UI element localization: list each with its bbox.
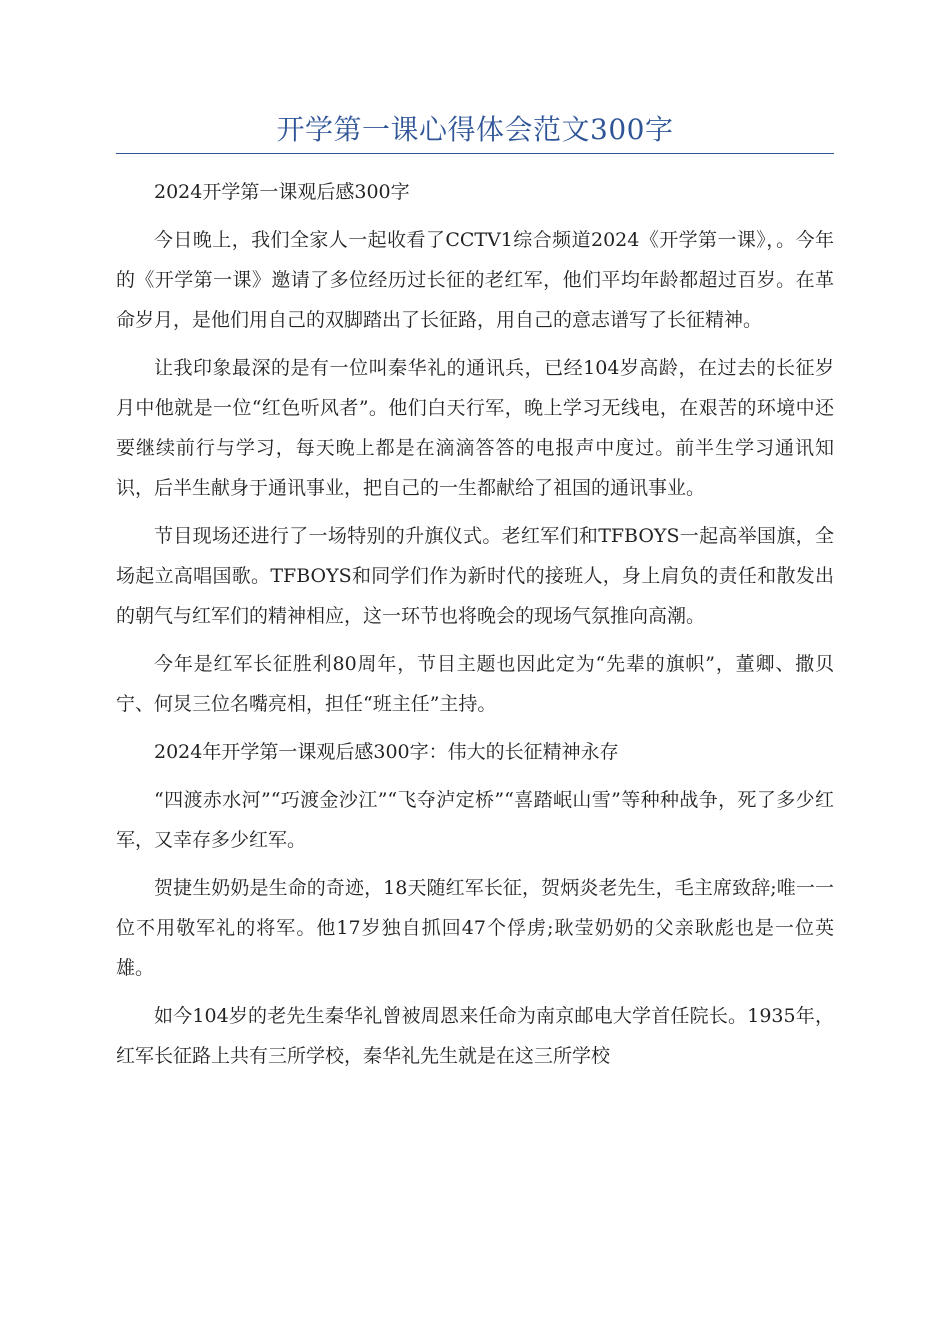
- subheading-paragraph: 2024开学第一课观后感300字: [154, 181, 410, 203]
- body-paragraph: 今年是红军长征胜利80周年，节目主题也因此定为“先辈的旗帜”，董卿、撒贝宁、何炅三位名嘴亮相，担任“班主任”主持。: [116, 653, 834, 715]
- document-body: [116, 172, 834, 1084]
- body-paragraph: 贺捷生奶奶是生命的奇迹，18天随红军长征，贺炳炎老先生，毛主席致辞;唯一一位不用敬军礼的将军。他17岁独自抓回47个俘虏;耿莹奶奶的父亲耿彪也是一位英雄。: [116, 877, 834, 979]
- body-paragraph: “四渡赤水河”“巧渡金沙江”“飞夺泸定桥”“喜踏岷山雪”等种种战争，死了多少红军，又幸存多少红军。: [116, 789, 834, 851]
- body-paragraph: 让我印象最深的是有一位叫秦华礼的通讯兵，已经104岁高龄，在过去的长征岁月中他就是一位“红色听风者”。他们白天行军，晚上学习无线电，在艰苦的环境中还要继续前行与学习，每天晚上都是在滴滴答答的电报声中度过。前半生学习通讯知识，后半生献身于通讯事业，把自己的一生都献给了祖国的通讯事业。: [116, 357, 834, 499]
- title-underline: [116, 153, 834, 154]
- body-paragraph: 今日晚上，我们全家人一起收看了CCTV1综合频道2024《开学第一课》，。今年的《开学第一课》邀请了多位经历过长征的老红军，他们平均年龄都超过百岁。在革命岁月，是他们用自己的双脚踏出了长征路，用自己的意志谱写了长征精神。: [116, 229, 834, 331]
- document-title: 开学第一课心得体会范文300字: [276, 113, 674, 146]
- body-paragraph: 节目现场还进行了一场特别的升旗仪式。老红军们和TFBOYS一起高举国旗，全场起立高唱国歌。TFBOYS和同学们作为新时代的接班人，身上肩负的责任和散发出的朝气与红军们的精神相应，这一环节也将晚会的现场气氛推向高潮。: [116, 525, 834, 627]
- body-paragraph: 如今104岁的老先生秦华礼曾被周恩来任命为南京邮电大学首任院长。1935年，红军长征路上共有三所学校，秦华礼先生就是在这三所学校: [116, 1005, 834, 1067]
- subheading-paragraph: 2024年开学第一课观后感300字：伟大的长征精神永存: [154, 741, 619, 763]
